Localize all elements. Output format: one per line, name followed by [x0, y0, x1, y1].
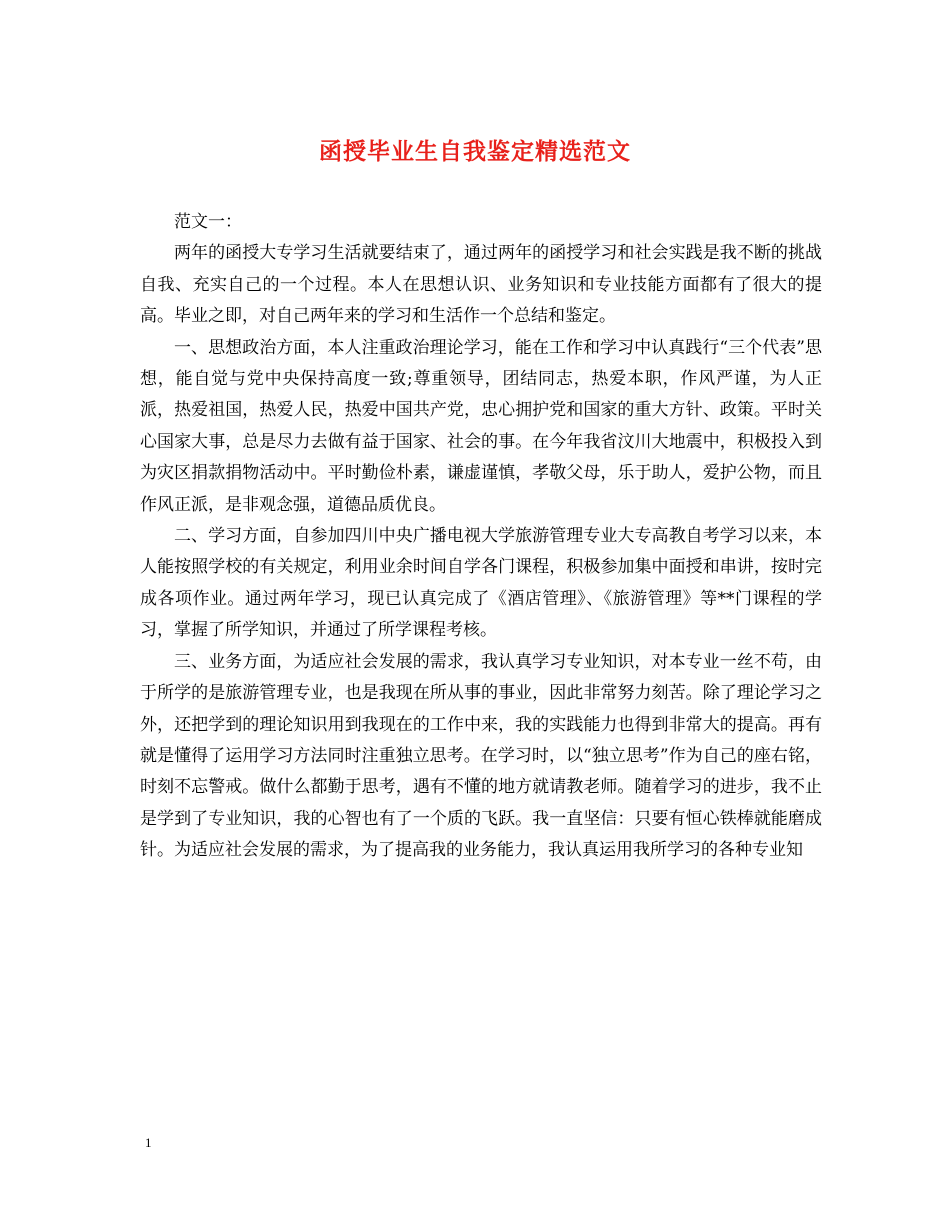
paragraph-heading: 范文一：	[174, 212, 242, 232]
paragraph-study: 二、学习方面，自参加四川中央广播电视大学旅游管理专业大专高教自考学习以来，本人能按照学校的有关规定，利用业余时间自学各门课程，积极参加集中面授和串讲，按时完成各项作业。通过两年学习，现已认真完成了《酒店管理》、《旅游管理》等**门课程的学习，掌握了所学知识，并通过了所学课程考核。	[140, 526, 822, 641]
document-title: 函授毕业生自我鉴定精选范文	[319, 138, 631, 165]
paragraph-politics: 一、思想政治方面，本人注重政治理论学习，能在工作和学习中认真践行“三个代表”思想，能自觉与党中央保持高度一致;尊重领导，团结同志，热爱本职，作风严谨，为人正派，热爱祖国，热爱人民，热爱中国共产党，忠心拥护党和国家的重大方针、政策。平时关心国家大事，总是尽力去做有益于国家、社会的事。在今年我省汶川大地震中，积极投入到为灾区捐款捐物活动中。平时勤俭朴素，谦虚谨慎，孝敬父母，乐于助人，爱护公物，而且作风正派，是非观念强，道德品质优良。	[140, 337, 822, 515]
paragraph-business: 三、业务方面，为适应社会发展的需求，我认真学习专业知识，对本专业一丝不苟，由于所学的是旅游管理专业，也是我现在所从事的事业，因此非常努力刻苦。除了理论学习之外，还把学到的理论知识用到我现在的工作中来，我的实践能力也得到非常大的提高。再有就是懂得了运用学习方法同时注重独立思考。在学习时，以“独立思考”作为自己的座右铭，时刻不忘警戒。做什么都勤于思考，遇有不懂的地方就请教老师。随着学习的进步，我不止是学到了专业知识，我的心智也有了一个质的飞跃。我一直坚信：只要有恒心铁棒就能磨成针。为适应社会发展的需求，为了提高我的业务能力，我认真运用我所学习的各种专业知	[140, 651, 822, 861]
document-body	[140, 207, 822, 867]
page-number: 1	[145, 1135, 152, 1150]
paragraph-intro: 两年的函授大专学习生活就要结束了，通过两年的函授学习和社会实践是我不断的挑战自我、充实自己的一个过程。本人在思想认识、业务知识和专业技能方面都有了很大的提高。毕业之即，对自己两年来的学习和生活作一个总结和鉴定。	[140, 243, 822, 327]
